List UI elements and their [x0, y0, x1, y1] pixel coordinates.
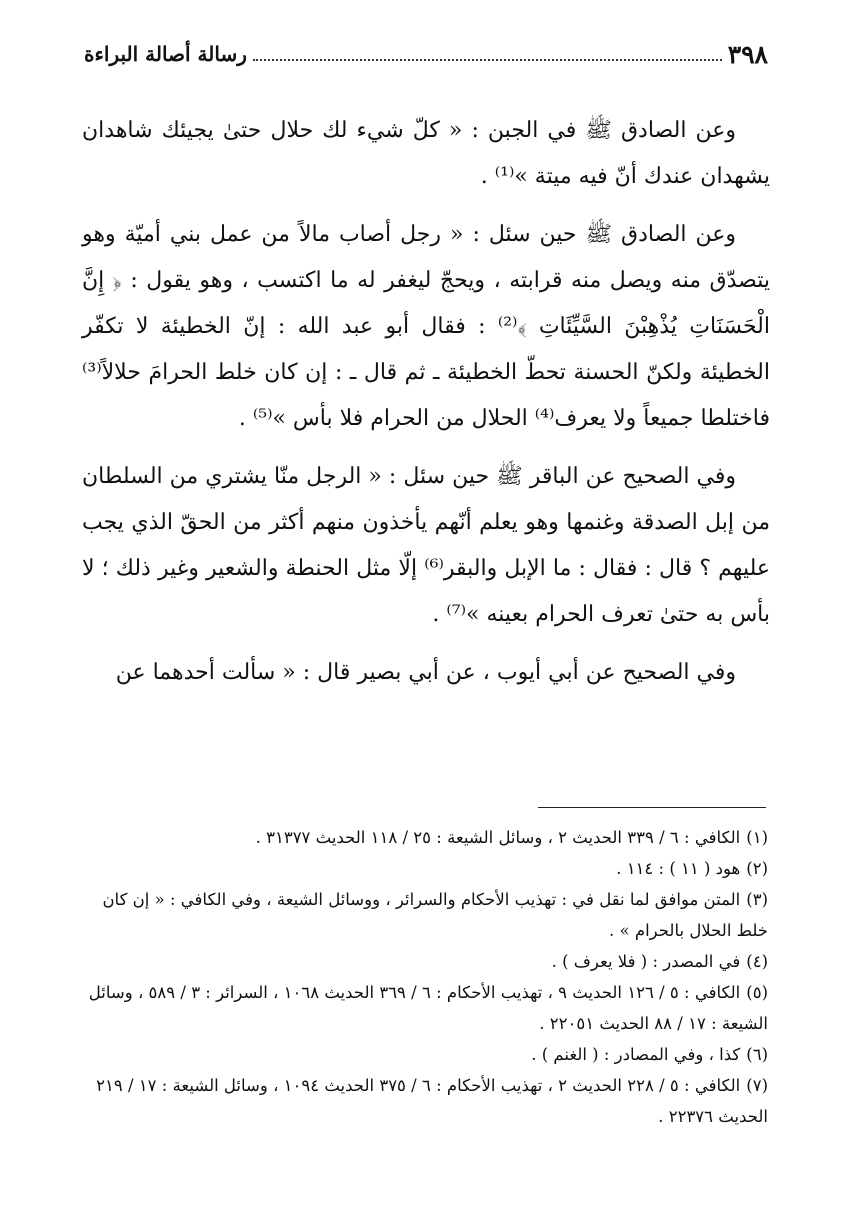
- header-leader-dots: [253, 59, 722, 61]
- footnote-text: الكافي : ٦ / ٣٣٩ الحديث ٢ ، وسائل الشيعة : ٢٥ / ١١٨ الحديث ٣١٣٧٧ .: [255, 828, 741, 847]
- paragraph: وعن الصادق ﷺ حين سئل : « رجل أصاب مالاً من عمل بني أميّة وهو يتصدّق منه ويصل منه قرابته ، ويحجّ ليغفر له ما اكتسب ، وهو يقول : ﴿ إِنَّ الْحَسَنَاتِ يُذْهِبْنَ السَّيِّئَاتِ ﴾⁽²⁾ : فقال أبو عبد الله : إنّ الخطيئة لا تكفّر الخطيئة ولكنّ الحسنة تحطّ الخطيئة ـ ثم قال ـ : إن كان خلط الحرامَ حلالاً⁽³⁾ فاختلطا جميعاً ولا يعرف⁽⁴⁾ الحلال من الحرام فلا بأس »⁽⁵⁾ .: [82, 222, 770, 431]
- footnote: [84, 1039, 768, 1070]
- footnote-separator: [538, 807, 766, 808]
- footnote-text: كذا ، وفي المصادر : ( الغنم ) .: [531, 1045, 741, 1064]
- footnote: [84, 853, 768, 884]
- footnote-text: الكافي : ٥ / ١٢٦ الحديث ٩ ، تهذيب الأحكام : ٦ / ٣٦٩ الحديث ١٠٦٨ ، السرائر : ٣ / ٥٨٩ ، وسائل الشيعة : ١٧ / ٨٨ الحديث ٢٢٠٥١ .: [88, 983, 768, 1033]
- footnotes: [84, 822, 768, 1132]
- footnote-number: (٧): [746, 1076, 768, 1095]
- footnote-number: (٣): [746, 890, 768, 909]
- paragraph: وفي الصحيح عن أبي أيوب ، عن أبي بصير قال : « سألت أحدهما عن: [115, 660, 736, 685]
- footnote: [84, 1070, 768, 1132]
- footnote-text: هود ( ١١ ) : ١١٤ .: [616, 859, 741, 878]
- footnote: [84, 822, 768, 853]
- footnote-text: في المصدر : ( فلا يعرف ) .: [551, 952, 741, 971]
- running-header: [84, 36, 768, 72]
- footnote: [84, 946, 768, 977]
- page-number: ٣٩٨: [727, 39, 768, 69]
- footnote-number: (٤): [746, 952, 768, 971]
- footnote-text: الكافي : ٥ / ٢٢٨ الحديث ٢ ، تهذيب الأحكام : ٦ / ٣٧٥ الحديث ١٠٩٤ ، وسائل الشيعة : ١٧ / ٢١٩ الحديث ٢٢٣٧٦ .: [96, 1076, 768, 1126]
- running-title: رسالة أصالة البراءة: [84, 42, 247, 66]
- footnote-number: (١): [746, 828, 768, 847]
- footnote-number: (٥): [746, 983, 768, 1002]
- footnote-number: (٦): [746, 1045, 768, 1064]
- main-text: [82, 108, 770, 696]
- footnote-number: (٢): [746, 859, 768, 878]
- paragraph: وعن الصادق ﷺ في الجبن : « كلّ شيء لك حلال حتىٰ يجيئك شاهدان يشهدان عندك أنّ فيه ميتة »⁽¹⁾ .: [82, 118, 770, 189]
- footnote: [84, 977, 768, 1039]
- footnote-text: المتن موافق لما نقل في : تهذيب الأحكام والسرائر ، ووسائل الشيعة ، وفي الكافي : « إن كان خلط الحلال بالحرام » .: [102, 890, 768, 940]
- paragraph: وفي الصحيح عن الباقر ﷺ حين سئل : « الرجل منّا يشتري من السلطان من إبل الصدقة وغنمها وهو يعلم أنّهم يأخذون منهم أكثر من الحقّ الذي يجب عليهم ؟ قال : فقال : ما الإبل والبقر⁽⁶⁾ إلّا مثل الحنطة والشعير وغير ذلك ؛ لا بأس به حتىٰ تعرف الحرام بعينه »⁽⁷⁾ .: [82, 464, 770, 627]
- footnote: [84, 884, 768, 946]
